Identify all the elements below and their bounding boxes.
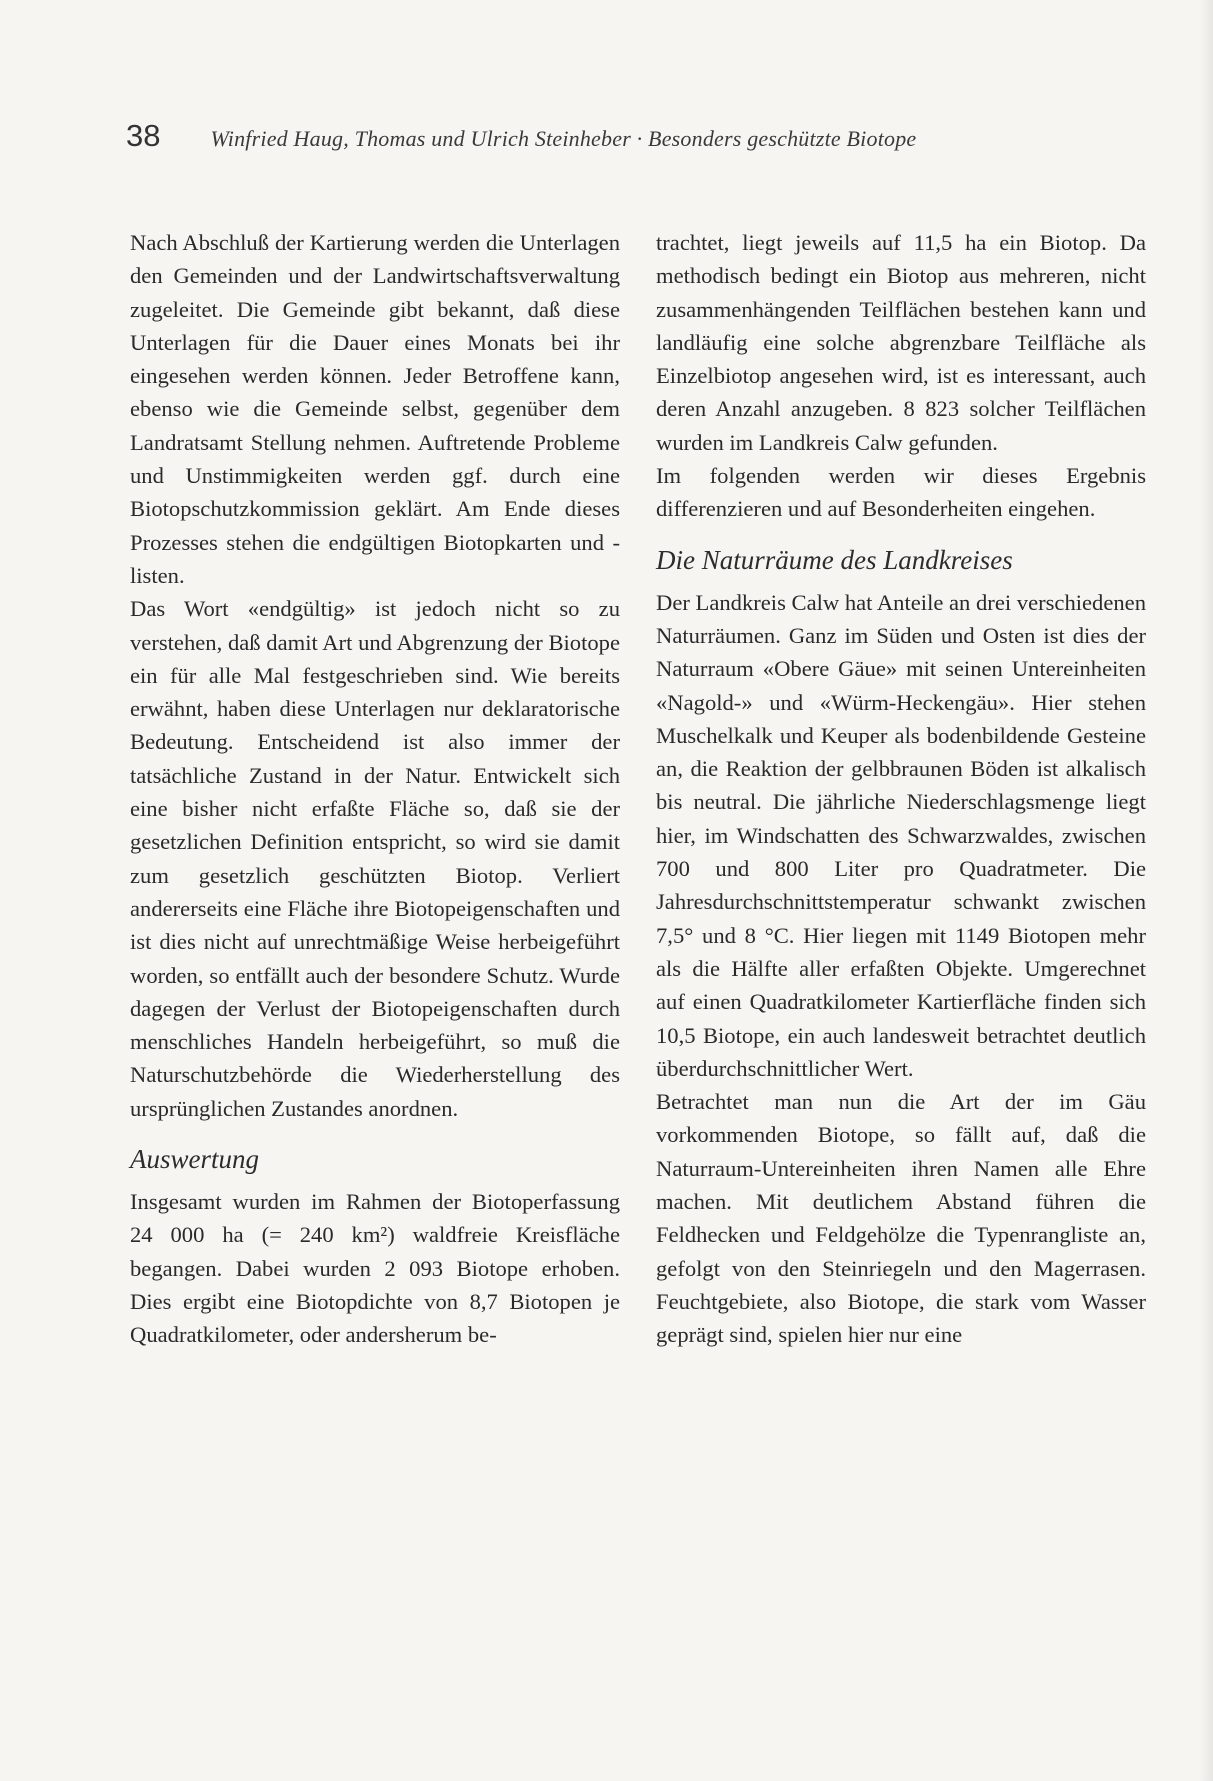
paragraph-naturraeume: Der Landkreis Calw hat Anteile an drei verschiedenen Naturräumen. Ganz im Süden und Osten ist dies der Naturraum «Obere Gäue» mit seinen Untereinheiten «Nagold-» und «Würm-Heckengäu». Hier stehen Muschelkalk und Keuper als bodenbildende Gesteine an, die Reaktion der gelbbraunen Böden ist alkalisch bis neutral. Die jährliche Niederschlagsmenge liegt hier, im Windschatten des Schwarzwaldes, zwischen 700 und 800 Liter pro Quadratmeter. Die Jahresdurchschnittstemperatur schwankt zwischen 7,5° und 8 °C. Hier liegen mit 1149 Biotopen mehr als die Hälfte aller erfaßten Objekte. Umgerechnet auf einen Quadratkilometer Kartierfläche finden sich 10,5 Biotope, ein auch landesweit betrachtet deutlich überdurchschnittlicher Wert. [656, 589, 1146, 1081]
page-edge-shadow [1199, 0, 1213, 1781]
section-heading-naturraeume: Die Naturräume des Landkreises [656, 544, 1013, 575]
paragraph-endgueltig: Das Wort «endgültig» ist jedoch nicht so zu verstehen, daß damit Art und Abgrenzung der Biotope ein für alle Mal festgeschrieben sind. Wie bereits erwähnt, haben diese Unterlagen nur deklaratorische Bedeutung. Entscheidend ist also immer der tatsächliche Zustand in der Natur. Entwickelt sich eine bisher nicht erfaßte Fläche so, daß sie der gesetzlichen Definition entspricht, so wird sie damit zum gesetzlich geschützten Biotop. Verliert andererseits eine Fläche ihre Biotopeigenschaften und ist dies nicht auf unrechtmäßige Weise herbeigeführt worden, so entfällt auch der besondere Schutz. Wurde dagegen der Verlust der Biotopeigenschaften durch menschliches Handeln herbeigeführt, so muß die Naturschutzbehörde die Wiederherstellung des ursprünglichen Zustandes anordnen. [130, 596, 620, 1121]
paragraph-gaeu-biotope: Betrachtet man nun die Art der im Gäu vorkommenden Biotope, so fällt auf, daß die Naturraum-Untereinheiten ihren Namen alle Ehre machen. Mit deutlichem Abstand führen die Feldhecken und Feldgehölze die Typenrangliste an, gefolgt von den Steinriegeln und den Magerrasen. Feuchtgebiete, also Biotope, die stark vom Wasser geprägt sind, spielen hier nur eine [656, 1089, 1146, 1348]
right-column [656, 226, 1146, 1352]
paragraph-auswertung: Insgesamt wurden im Rahmen der Biotoperfassung 24 000 ha (= 240 km²) waldfreie Kreisfläche begangen. Dabei wurden 2 093 Biotope erhoben. Dies ergibt eine Biotopdichte von 8,7 Biotopen je Quadratkilometer, oder andersherum be- [130, 1189, 620, 1348]
left-column [130, 226, 620, 1352]
paragraph-teilflaechen: trachtet, liegt jeweils auf 11,5 ha ein Biotop. Da methodisch bedingt ein Biotop aus mehreren, nicht zusammenhängenden Teilflächen bestehen kann und landläufig eine solche abgrenzbare Teilfläche als Einzelbiotop angesehen wird, ist es interessant, auch deren Anzahl anzugeben. 8 823 solcher Teilflächen wurden im Landkreis Calw gefunden. [656, 230, 1146, 455]
paragraph-im-folgenden: Im folgenden werden wir dieses Ergebnis differenzieren und auf Besonderheiten eingehen. [656, 463, 1146, 522]
page-number: 38 [126, 118, 161, 153]
section-heading-auswertung: Auswertung [130, 1144, 260, 1175]
paragraph-kartierung: Nach Abschluß der Kartierung werden die Unterlagen den Gemeinden und der Landwirtschaftsverwaltung zugeleitet. Die Gemeinde gibt bekannt, daß diese Unterlagen für die Dauer eines Monats bei ihr eingesehen werden können. Jeder Betroffene kann, ebenso wie die Gemeinde selbst, gegenüber dem Landratsamt Stellung nehmen. Auftretende Probleme und Unstimmigkeiten werden ggf. durch eine Biotopschutzkommission geklärt. Am Ende dieses Prozesses stehen die endgültigen Biotopkarten und -listen. [130, 230, 620, 588]
running-title: Winfried Haug, Thomas und Ulrich Steinheber · Besonders geschützte Biotope [210, 126, 917, 151]
running-header [126, 118, 1056, 154]
